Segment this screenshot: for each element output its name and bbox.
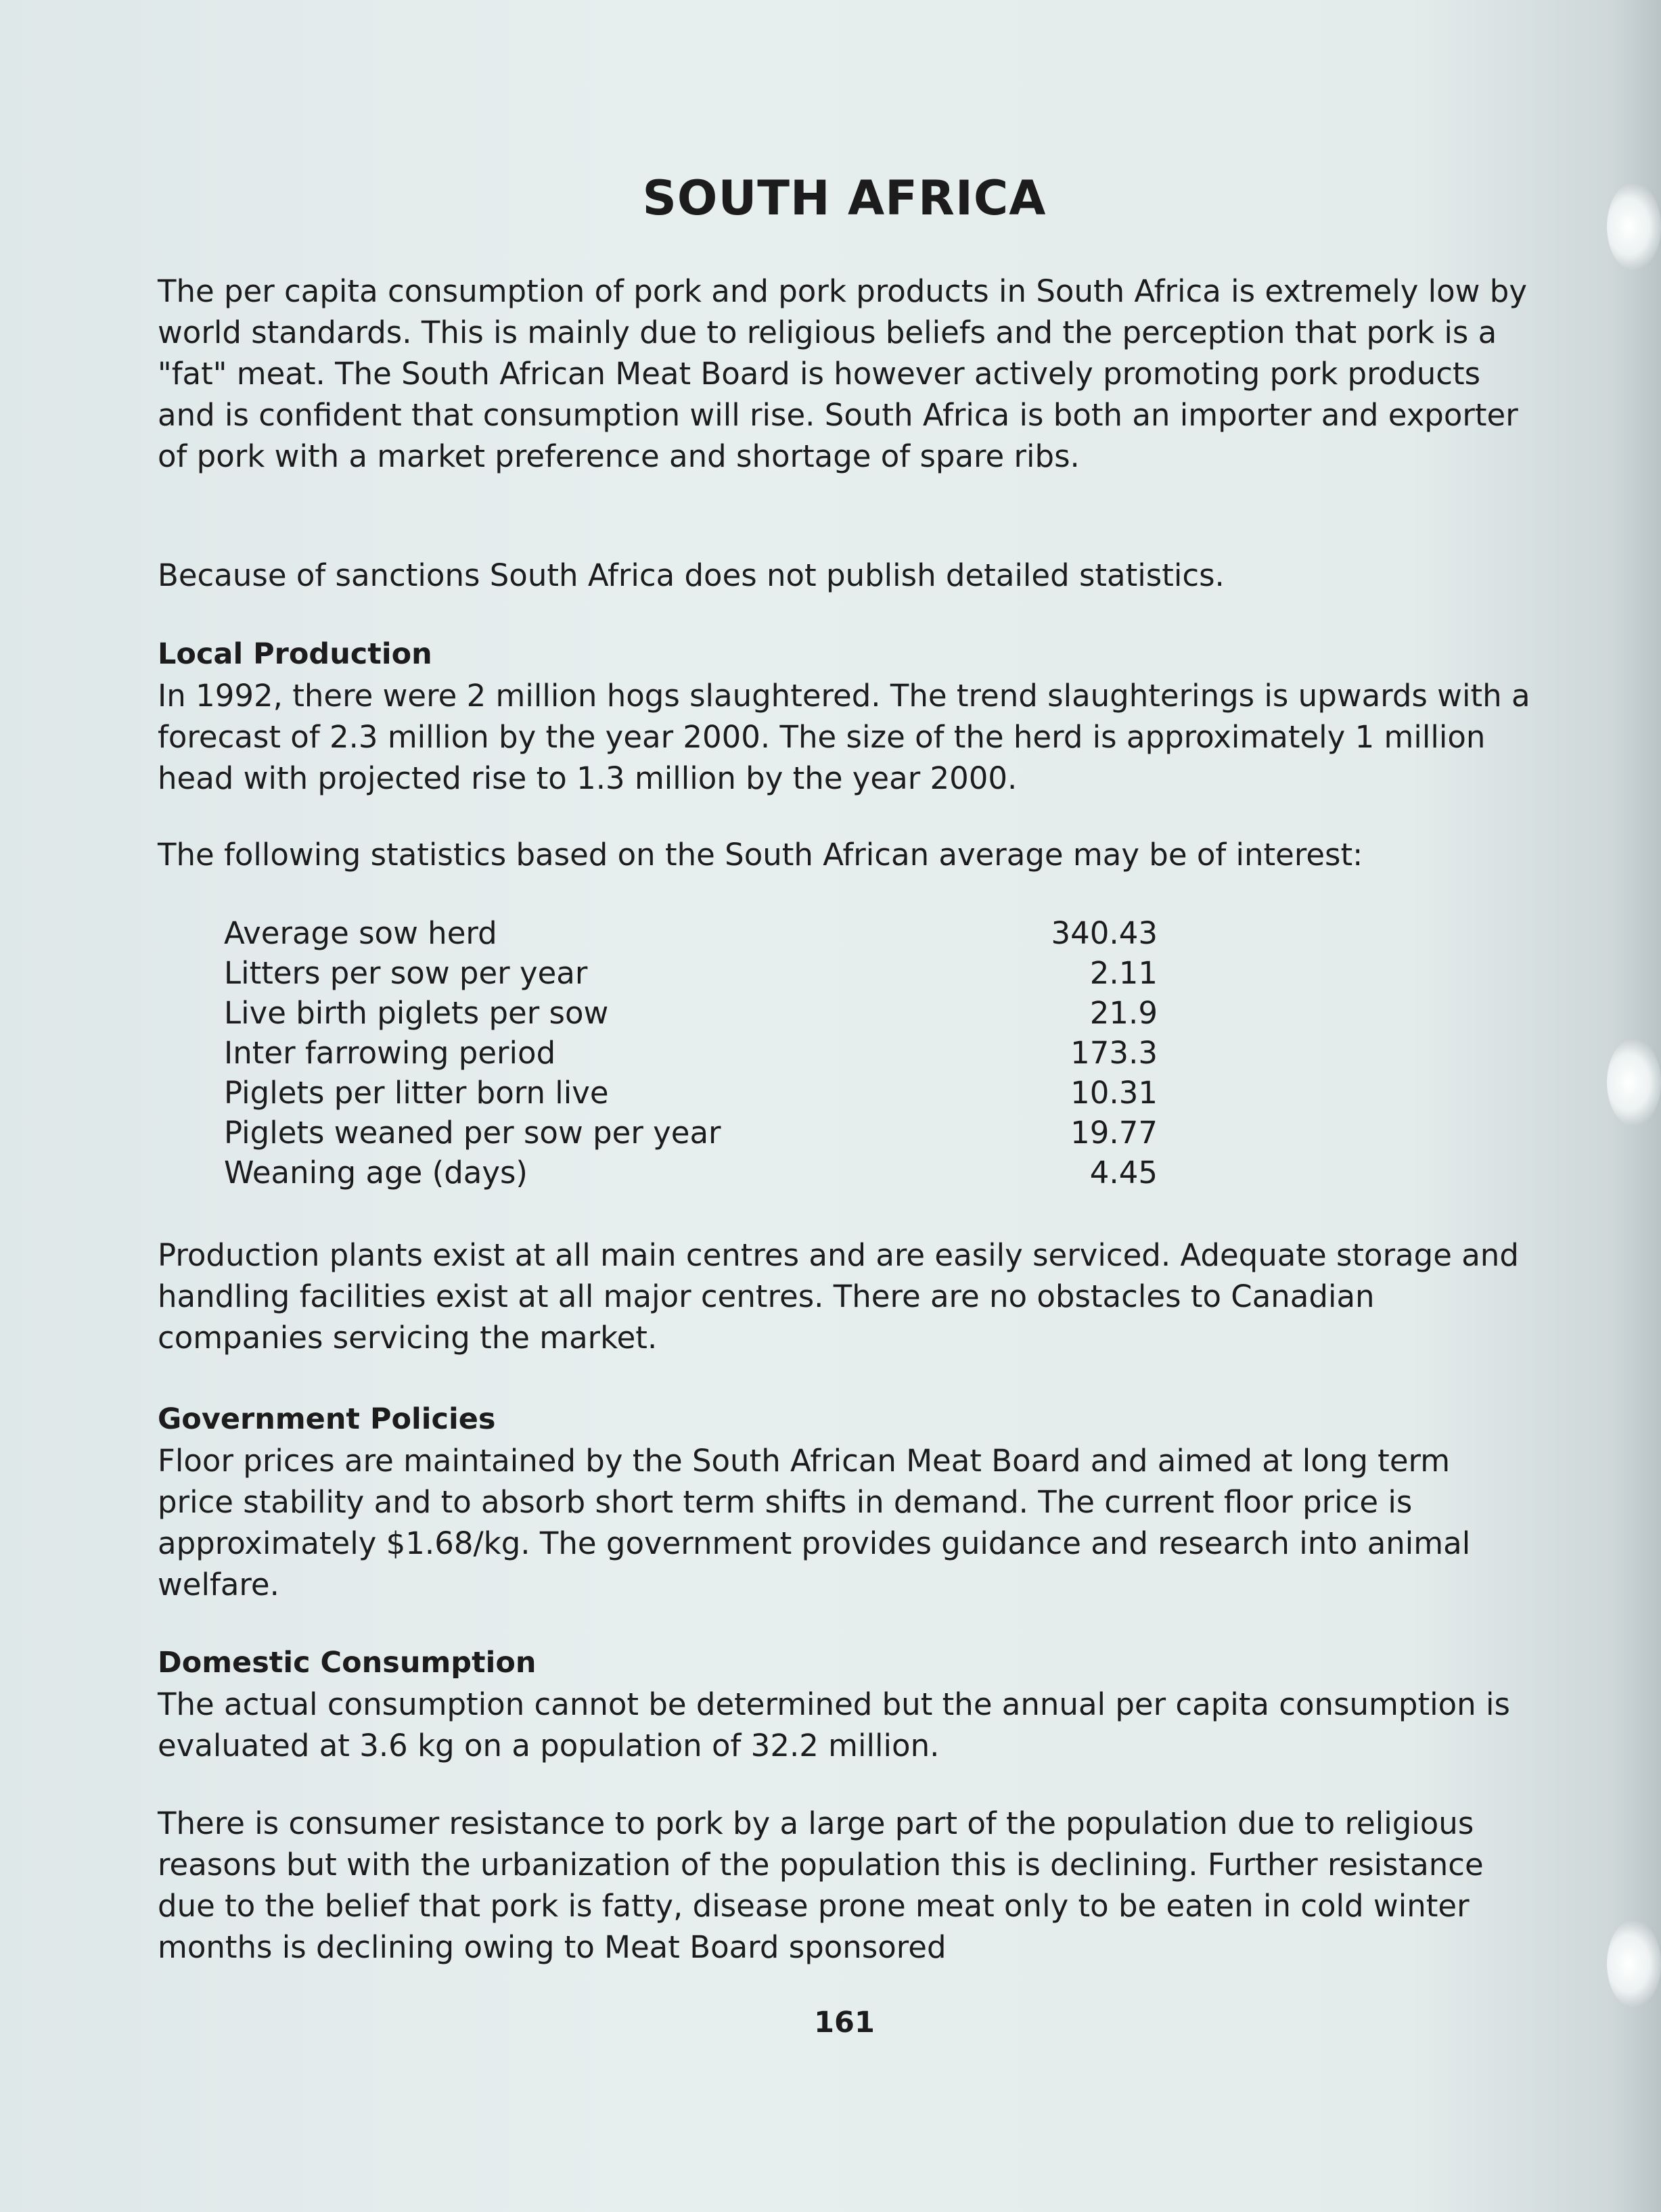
production-plants-paragraph: Production plants exist at all main centres and are easily serviced. Adequate storage and handling facilities exist at all major centres. There are no obstacles to Canadian companies servicing the market. xyxy=(158,1237,1519,1356)
table-row xyxy=(224,1033,1158,1073)
table-row xyxy=(224,913,1158,953)
stat-label: Live birth piglets per sow xyxy=(224,995,609,1031)
local-production-paragraph: In 1992, there were 2 million hogs slaughtered. The trend slaughterings is upwards with a forecast of 2.3 million by the year 2000. The size of the herd is approximately 1 million head with projected rise to 1.3 million by the year 2000. xyxy=(158,678,1530,796)
government-policies-paragraph: Floor prices are maintained by the South African Meat Board and aimed at long term price stability and to absorb short term shifts in demand. The current floor price is approximately $1.68/kg. The government provides guidance and research into animal welfare. xyxy=(158,1443,1471,1603)
binder-hole-middle xyxy=(1607,1038,1661,1126)
stat-value: 340.43 xyxy=(1051,915,1158,951)
stat-value: 19.77 xyxy=(1070,1115,1158,1151)
statistics-intro xyxy=(158,834,1531,875)
stat-value: 173.3 xyxy=(1070,1035,1158,1071)
binder-hole-top xyxy=(1607,183,1661,271)
stat-value: 2.11 xyxy=(1089,955,1158,991)
government-policies-section xyxy=(158,1399,1531,1605)
page-number: 161 xyxy=(814,2006,875,2040)
stat-label: Average sow herd xyxy=(224,915,497,951)
table-row xyxy=(224,1153,1158,1193)
stat-value: 21.9 xyxy=(1089,995,1158,1031)
government-policies-heading: Government Policies xyxy=(158,1402,496,1436)
domestic-consumption-paragraph: The actual consumption cannot be determined but the annual per capita consumption is evaluated at 3.6 kg on a population of 32.2 million. xyxy=(158,1686,1510,1764)
table-row xyxy=(224,993,1158,1033)
production-plants-section xyxy=(158,1235,1531,1358)
binder-hole-bottom xyxy=(1607,1920,1661,2008)
stat-label: Piglets weaned per sow per year xyxy=(224,1115,721,1151)
local-production-heading: Local Production xyxy=(158,637,432,671)
table-row xyxy=(224,1073,1158,1113)
sanctions-paragraph: Because of sanctions South Africa does not publish detailed statistics. xyxy=(158,557,1225,593)
stat-value: 4.45 xyxy=(1089,1155,1158,1191)
consumer-resistance-paragraph: There is consumer resistance to pork by a large part of the population due to religious reasons but with the urbanization of the population this is declining. Further resistance due to the belief that pork is fatty, disease prone meat only to be eaten in cold winter months is declining owing to Meat Board sponsored xyxy=(158,1805,1484,1965)
intro-section xyxy=(158,271,1531,477)
stat-label: Piglets per litter born live xyxy=(224,1075,609,1111)
local-production-section xyxy=(158,634,1531,799)
consumer-resistance-section xyxy=(158,1803,1531,1968)
sanctions-note xyxy=(158,555,1531,596)
stat-value: 10.31 xyxy=(1070,1075,1158,1111)
stat-label: Litters per sow per year xyxy=(224,955,588,991)
statistics-table xyxy=(224,913,1158,1193)
intro-paragraph: The per capita consumption of pork and pork products in South Africa is extremely low by world standards. This is mainly due to religious beliefs and the perception that pork is a "fat" meat. The South African Meat Board is however actively promoting pork products and is confident that consumption will rise. South Africa is both an importer and exporter of pork with a market preference and shortage of spare ribs. xyxy=(158,273,1527,474)
statistics-intro-paragraph: The following statistics based on the South African average may be of interest: xyxy=(158,837,1363,873)
table-row xyxy=(224,1113,1158,1153)
domestic-consumption-section xyxy=(158,1642,1531,1766)
table-row xyxy=(224,953,1158,993)
stat-label: Inter farrowing period xyxy=(224,1035,556,1071)
stat-label: Weaning age (days) xyxy=(224,1155,528,1191)
page-title: SOUTH AFRICA xyxy=(642,170,1047,226)
domestic-consumption-heading: Domestic Consumption xyxy=(158,1646,537,1680)
